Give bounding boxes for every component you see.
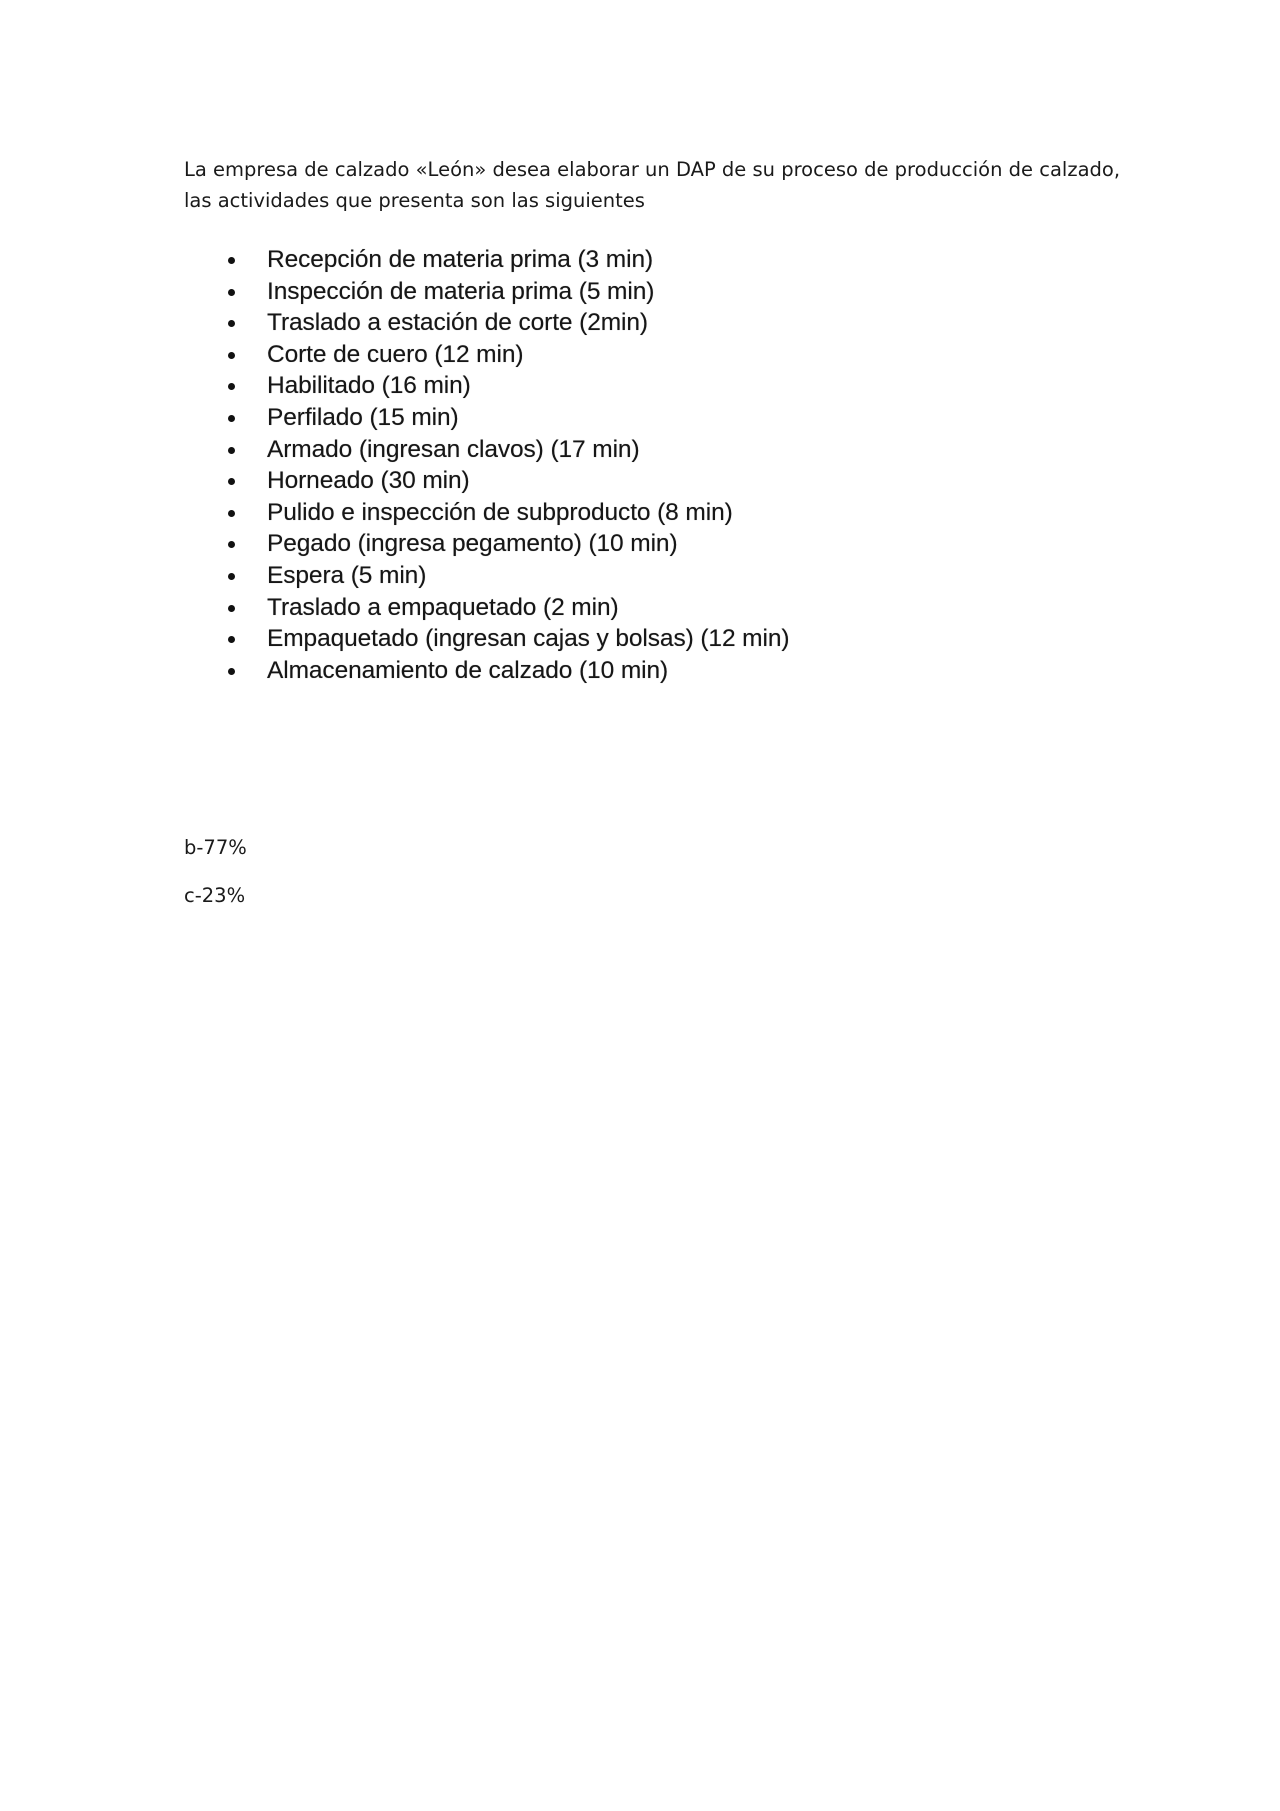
activity-label: Pulido e inspección de subproducto (8 min)	[267, 498, 733, 526]
activity-label: Pegado (ingresa pegamento) (10 min)	[267, 530, 678, 558]
activity-item	[220, 339, 860, 371]
answer-b: b-77%	[184, 836, 247, 859]
bullet-icon	[228, 668, 235, 675]
activity-item	[220, 497, 860, 529]
answer-c: c-23%	[184, 884, 246, 907]
intro-line: las actividades que presenta son las siguientes	[184, 189, 645, 212]
activity-label: Espera (5 min)	[267, 561, 427, 589]
bullet-icon	[228, 383, 235, 390]
bullet-icon	[228, 636, 235, 643]
bullet-icon	[228, 289, 235, 296]
activities-image	[220, 244, 860, 694]
activity-label: Empaquetado (ingresan cajas y bolsas) (12 min)	[267, 625, 790, 653]
activity-label: Perfilado (15 min)	[267, 403, 459, 431]
activity-item	[220, 560, 860, 592]
activity-label: Horneado (30 min)	[267, 467, 470, 495]
bullet-icon	[228, 510, 235, 517]
activity-item	[220, 402, 860, 434]
activity-item	[220, 623, 860, 655]
intro-line: La empresa de calzado «León» desea elaborar un DAP de su proceso de producción de calzado,	[184, 158, 1121, 181]
activity-item	[220, 370, 860, 402]
intro-paragraph	[184, 154, 1124, 216]
bullet-icon	[228, 447, 235, 454]
bullet-icon	[228, 352, 235, 359]
activity-label: Inspección de materia prima (5 min)	[267, 277, 655, 305]
activity-label: Traslado a empaquetado (2 min)	[267, 593, 619, 621]
bullet-icon	[228, 257, 235, 264]
bullet-icon	[228, 320, 235, 327]
activity-item	[220, 655, 860, 687]
activity-item	[220, 592, 860, 624]
activity-list	[220, 244, 860, 686]
activity-label: Traslado a estación de corte (2min)	[267, 309, 648, 337]
activity-item	[220, 528, 860, 560]
bullet-icon	[228, 415, 235, 422]
activity-label: Habilitado (16 min)	[267, 372, 471, 400]
activity-item	[220, 434, 860, 466]
activity-label: Corte de cuero (12 min)	[267, 340, 524, 368]
activity-item	[220, 244, 860, 276]
bullet-icon	[228, 605, 235, 612]
bullet-icon	[228, 541, 235, 548]
activity-item	[220, 307, 860, 339]
activity-label: Armado (ingresan clavos) (17 min)	[267, 435, 640, 463]
bullet-icon	[228, 478, 235, 485]
bullet-icon	[228, 573, 235, 580]
activity-item	[220, 276, 860, 308]
activity-label: Recepción de materia prima (3 min)	[267, 246, 654, 273]
activity-item	[220, 465, 860, 497]
activity-label: Almacenamiento de calzado (10 min)	[267, 656, 669, 684]
